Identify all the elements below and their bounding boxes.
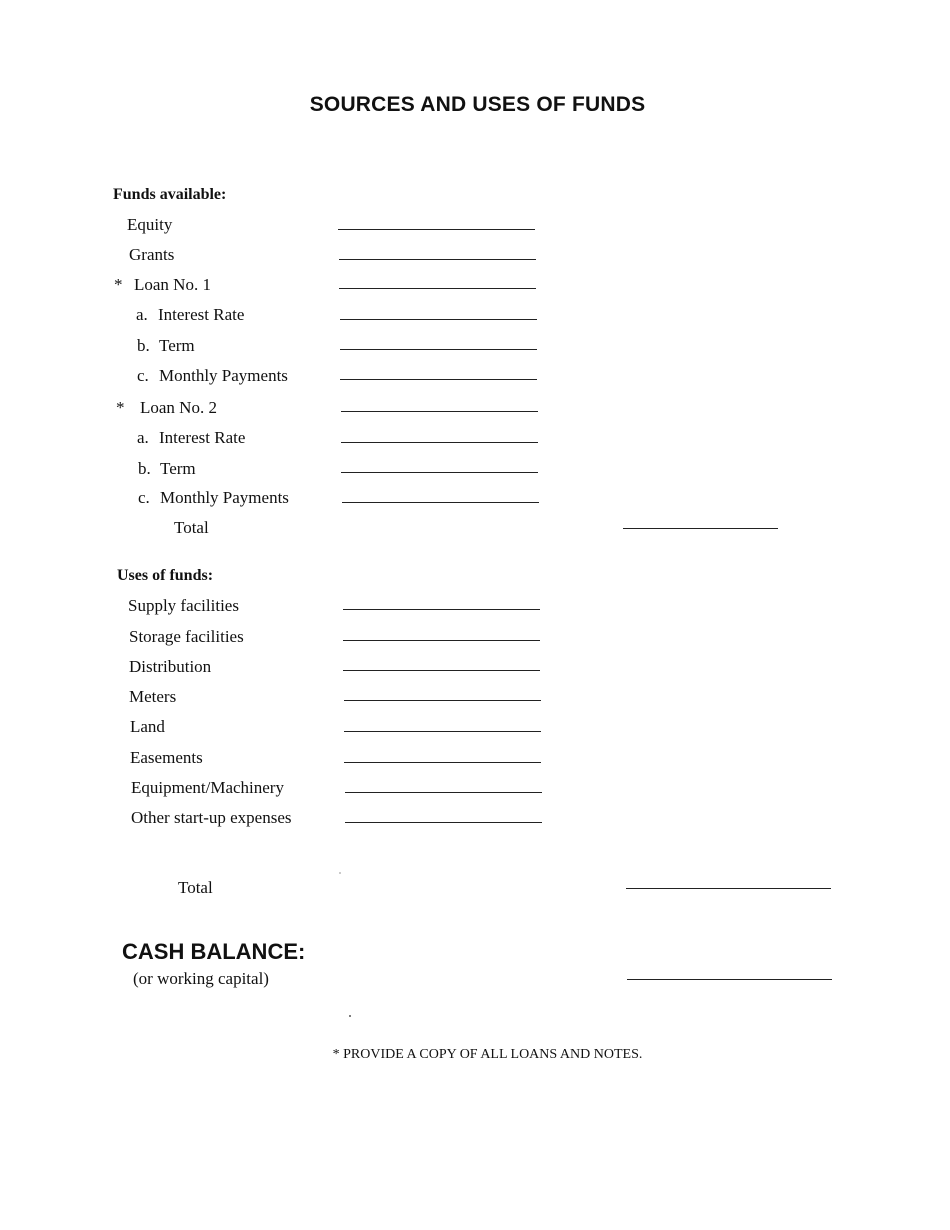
funds-available-heading: Funds available: [113, 186, 227, 203]
loan-1-field[interactable] [339, 288, 536, 289]
loan-1-label [114, 275, 211, 295]
loan-1-payments-letter: c. [137, 366, 149, 385]
distribution-field[interactable] [343, 670, 540, 671]
loan-1-asterisk: * [114, 275, 123, 294]
loan-2-payments-letter: c. [138, 488, 150, 507]
scan-speck [339, 872, 341, 874]
loan-2-interest-label [137, 428, 245, 448]
easements-field[interactable] [344, 762, 541, 763]
loan-2-interest-text: Interest Rate [159, 428, 246, 447]
supply-facilities-field[interactable] [343, 609, 540, 610]
loan-1-text: Loan No. 1 [134, 275, 211, 294]
loan-2-term-field[interactable] [341, 472, 538, 473]
loan-1-payments-label [137, 366, 288, 386]
other-startup-expenses-label: Other start-up expenses [131, 808, 292, 827]
uses-of-funds-total-field[interactable] [626, 888, 831, 889]
uses-of-funds-total-label: Total [178, 878, 213, 897]
storage-facilities-label: Storage facilities [129, 627, 244, 646]
loan-1-term-field[interactable] [340, 349, 537, 350]
cash-balance-subtext: (or working capital) [133, 969, 269, 988]
equipment-machinery-label: Equipment/Machinery [131, 778, 284, 797]
loan-2-term-text: Term [160, 459, 196, 478]
loan-2-term-letter: b. [138, 459, 151, 478]
cash-balance-field[interactable] [627, 979, 832, 980]
loan-1-payments-field[interactable] [340, 379, 537, 380]
equity-field[interactable] [338, 229, 535, 230]
loan-2-asterisk: * [116, 398, 125, 417]
scan-speck [349, 1015, 351, 1017]
loan-2-payments-label [138, 488, 289, 508]
loan-1-term-letter: b. [137, 336, 150, 355]
distribution-label: Distribution [129, 657, 212, 676]
meters-field[interactable] [344, 700, 541, 701]
loan-1-interest-text: Interest Rate [158, 305, 245, 324]
land-label: Land [130, 717, 165, 736]
supply-facilities-label: Supply facilities [128, 596, 239, 615]
loan-2-label [116, 398, 217, 418]
loan-2-payments-field[interactable] [342, 502, 539, 503]
loan-1-interest-label [136, 305, 244, 325]
loan-2-payments-text: Monthly Payments [160, 488, 289, 507]
meters-label: Meters [129, 687, 177, 706]
footnote: * PROVIDE A COPY OF ALL LOANS AND NOTES. [332, 1047, 643, 1062]
loan-2-field[interactable] [341, 411, 538, 412]
land-field[interactable] [344, 731, 541, 732]
loan-1-payments-text: Monthly Payments [159, 366, 288, 385]
other-startup-expenses-field[interactable] [345, 822, 542, 823]
funds-available-total-field[interactable] [623, 528, 778, 529]
loan-2-interest-letter: a. [137, 428, 149, 447]
funds-available-total-label: Total [174, 518, 209, 537]
page-title: SOURCES AND USES OF FUNDS [309, 93, 646, 116]
loan-1-term-label [137, 336, 195, 356]
grants-field[interactable] [339, 259, 536, 260]
loan-2-text: Loan No. 2 [140, 398, 217, 417]
loan-2-term-label [138, 459, 196, 479]
easements-label: Easements [130, 748, 203, 767]
grants-label: Grants [129, 245, 175, 264]
loan-1-term-text: Term [159, 336, 195, 355]
equity-label: Equity [127, 215, 173, 234]
loan-2-interest-field[interactable] [341, 442, 538, 443]
loan-1-interest-letter: a. [136, 305, 148, 324]
uses-of-funds-heading: Uses of funds: [117, 567, 214, 584]
loan-1-interest-field[interactable] [340, 319, 537, 320]
storage-facilities-field[interactable] [343, 640, 540, 641]
equipment-machinery-field[interactable] [345, 792, 542, 793]
cash-balance-heading: CASH BALANCE: [122, 939, 306, 964]
